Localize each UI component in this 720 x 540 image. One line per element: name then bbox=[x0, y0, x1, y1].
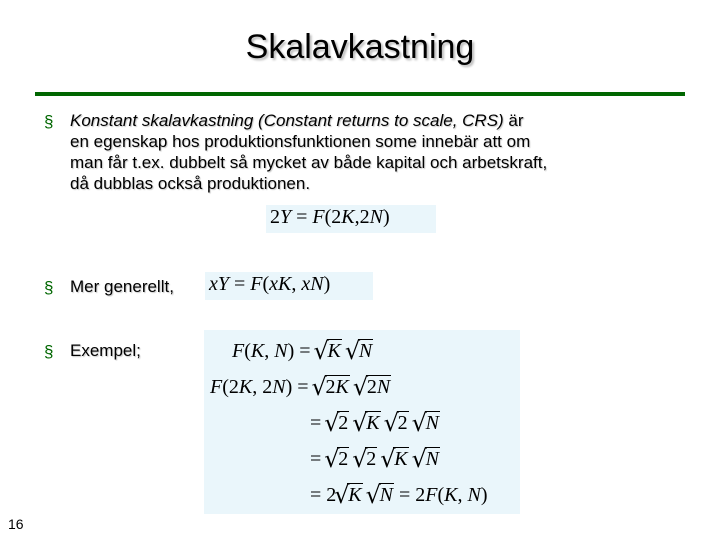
bullet-marker: § bbox=[44, 112, 54, 131]
bullet-text-example: Exempel; bbox=[70, 341, 141, 360]
bullet-line: man får t.ex. dubbelt så mycket av både kapital och arbetskraft, bbox=[70, 153, 548, 172]
bullet-line bbox=[70, 110, 690, 131]
example-line-5: = 2√ K √ N = 2F(K, N) bbox=[310, 484, 488, 507]
equation-crs: 2Y = F(2K,2N) bbox=[266, 205, 436, 233]
bullet-line: då dubblas också produktionen. bbox=[70, 174, 311, 193]
equation-general: xY = F(xK, xN) bbox=[205, 272, 373, 300]
example-line-1: F(K, N) = √ K √ N bbox=[232, 340, 373, 363]
example-line-2: F(2K, 2N) = √ 2K √ 2N bbox=[210, 376, 391, 399]
title-divider bbox=[35, 92, 685, 96]
example-line-4: = √ 2 √ 2 √ K √ N bbox=[310, 448, 440, 471]
bullet-text-general: Mer generellt, bbox=[70, 277, 174, 296]
page-number: 16 bbox=[8, 516, 24, 532]
example-line-3: = √ 2 √ K √ 2 √ N bbox=[310, 412, 440, 435]
bullet-marker: § bbox=[44, 278, 54, 297]
bullet-line-tail: är bbox=[503, 111, 524, 130]
bullet-text-crs bbox=[70, 110, 690, 194]
equation-example-block bbox=[204, 330, 520, 514]
bullet-line: en egenskap hos produktionsfunktionen some innebär att om bbox=[70, 132, 531, 151]
bullet-marker: § bbox=[44, 342, 54, 361]
crs-term: Konstant skalavkastning (Constant returns to scale, CRS) bbox=[70, 111, 504, 130]
slide-title: Skalavkastning bbox=[245, 28, 475, 66]
